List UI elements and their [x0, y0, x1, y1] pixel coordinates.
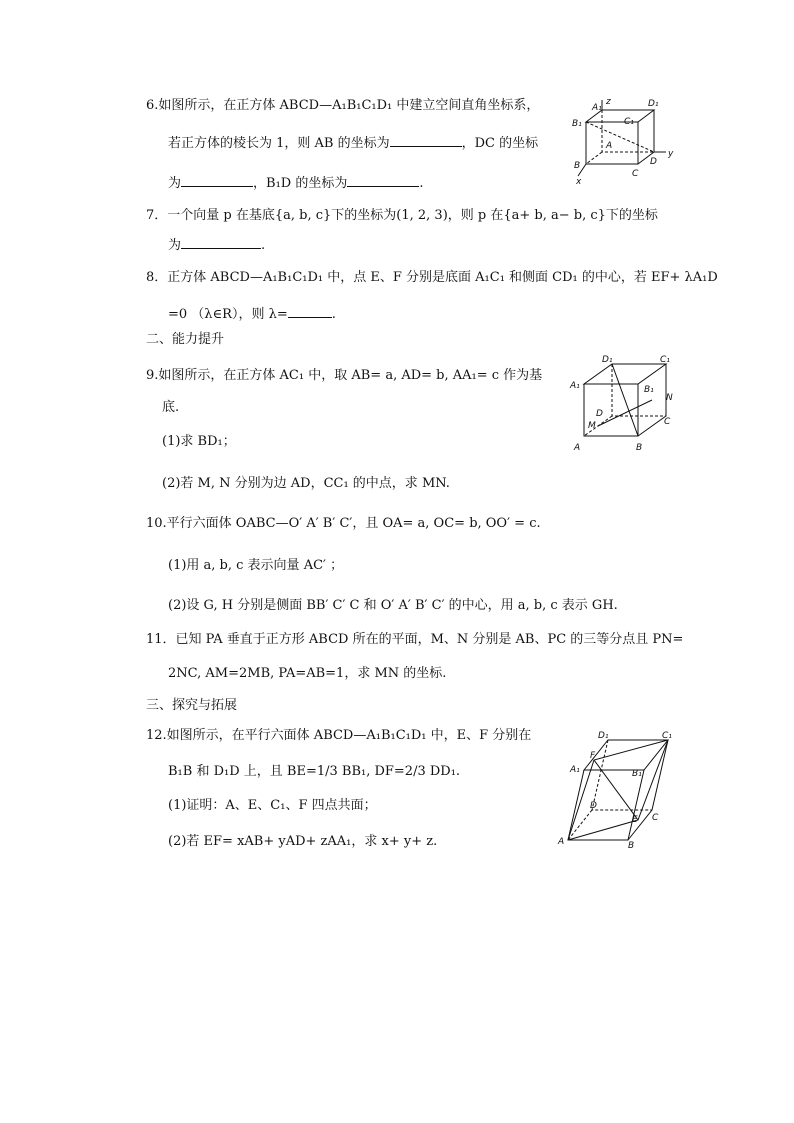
fig1-label: D	[650, 157, 657, 167]
q7-blank[interactable]	[181, 236, 261, 249]
q6-text-b: ，DC 的坐标	[461, 136, 539, 151]
fig1-label: B₁	[572, 119, 582, 129]
fig2-label: A	[574, 443, 581, 453]
q6-blank-ab[interactable]	[390, 134, 462, 147]
fig1-label: z	[606, 97, 611, 107]
fig3-label: F	[590, 751, 596, 761]
fig1-label: A₁	[592, 103, 602, 113]
q6-text-e: .	[419, 176, 424, 191]
q6-blank-dc[interactable]	[181, 174, 253, 187]
fig3-label: C₁	[662, 731, 672, 741]
q12-parallelepiped-figure	[556, 728, 686, 848]
fig2-label: D	[596, 409, 603, 419]
fig2-label: D₁	[602, 355, 613, 365]
fig2-label: M	[588, 421, 596, 431]
fig1-label: A	[606, 141, 613, 151]
fig1-label: C	[632, 169, 639, 179]
q8-blank[interactable]	[288, 305, 332, 318]
q9-line1: 9.如图所示，在正方体 AC₁ 中，取 AB= a, AD= b, AA₁= c 作为基	[146, 368, 543, 383]
q9-line2: 底.	[162, 400, 180, 415]
q6-line1: 6.如图所示，在正方体 ABCD—A₁B₁C₁D₁ 中建立空间直角坐标系，	[146, 98, 540, 113]
q11-line1: 11．已知 PA 垂直于正方形 ABCD 所在的平面，M、N 分别是 AB、PC 的三等分点且 PN=	[146, 632, 684, 647]
q8-text-b: .	[331, 307, 336, 322]
q6-text-c: 为	[168, 176, 182, 191]
fig3-label: A	[558, 837, 565, 847]
q10-part1: (1)用 a, b, c 表示向量 AC′ ；	[168, 558, 344, 573]
q6-line2	[168, 134, 538, 152]
q9-part1: (1)求 BD₁；	[162, 434, 236, 449]
q12-line2: B₁B 和 D₁D 上，且 BE=1/3 BB₁, DF=2/3 DD₁.	[168, 764, 461, 779]
fig3-label: B	[628, 841, 635, 848]
q6-blank-b1d[interactable]	[347, 174, 419, 187]
q8-text-a: =0 （λ∈R），则 λ=	[168, 307, 288, 322]
fig3-label: A₁	[570, 765, 580, 775]
q10-line1: 10.平行六面体 OABC—O′ A′ B′ C′，且 OA= a, OC= b, OO′ = c.	[146, 516, 541, 531]
q9-cube-figure	[566, 352, 684, 456]
fig1-label: B	[574, 161, 581, 171]
fig1-label: y	[668, 149, 674, 159]
fig2-label: A₁	[570, 381, 580, 391]
q6-cube-figure	[562, 96, 682, 188]
section-heading-ability: 二、能力提升	[146, 332, 225, 347]
fig2-label: C	[664, 417, 671, 427]
q10-part2: (2)设 G, H 分别是侧面 BB′ C′ C 和 O′ A′ B′ C′ 的中心，用 a, b, c 表示 GH.	[168, 598, 618, 613]
q8-line2	[168, 305, 336, 323]
fig1-label: C₁	[624, 117, 634, 127]
q7-line1: 7．一个向量 p 在基底{a, b, c}下的坐标为(1, 2, 3)，则 p 在{a+ b, a− b, c}下的坐标	[146, 208, 658, 223]
q7-line2	[168, 236, 265, 254]
section-heading-explore: 三、探究与拓展	[146, 698, 238, 713]
q12-part1: (1)证明：A、E、C₁、F 四点共面；	[168, 798, 377, 813]
q6-line3	[168, 174, 423, 192]
fig3-label: D	[590, 801, 597, 811]
fig2-label: B₁	[644, 385, 654, 395]
q6-text-a: 若正方体的棱长为 1，则 AB 的坐标为	[168, 136, 390, 151]
fig3-label: C	[652, 813, 659, 823]
fig1-label: D₁	[648, 99, 659, 109]
q12-part2: (2)若 EF= xAB+ yAD+ zAA₁，求 x+ y+ z.	[168, 834, 438, 849]
q8-line1: 8．正方体 ABCD—A₁B₁C₁D₁ 中，点 E、F 分别是底面 A₁C₁ 和侧面 CD₁ 的中心，若 EF+ λA₁D	[146, 270, 718, 285]
q12-line1: 12.如图所示，在平行六面体 ABCD—A₁B₁C₁D₁ 中，E、F 分别在	[146, 728, 532, 743]
fig1-label: x	[576, 177, 582, 187]
fig2-label: C₁	[660, 355, 670, 365]
fig3-label: B₁	[632, 769, 642, 779]
q6-text-d: ，B₁D 的坐标为	[253, 176, 348, 191]
fig2-label: N	[666, 393, 673, 403]
fig3-label: D₁	[598, 731, 609, 741]
q7-text-a: 为	[168, 238, 182, 253]
fig2-label: B	[636, 443, 643, 453]
q7-text-b: .	[261, 238, 266, 253]
q9-part2: (2)若 M, N 分别为边 AD，CC₁ 的中点，求 MN.	[162, 476, 450, 491]
fig3-label: E	[632, 815, 638, 825]
q11-line2: 2NC, AM=2MB, PA=AB=1，求 MN 的坐标.	[168, 666, 447, 681]
